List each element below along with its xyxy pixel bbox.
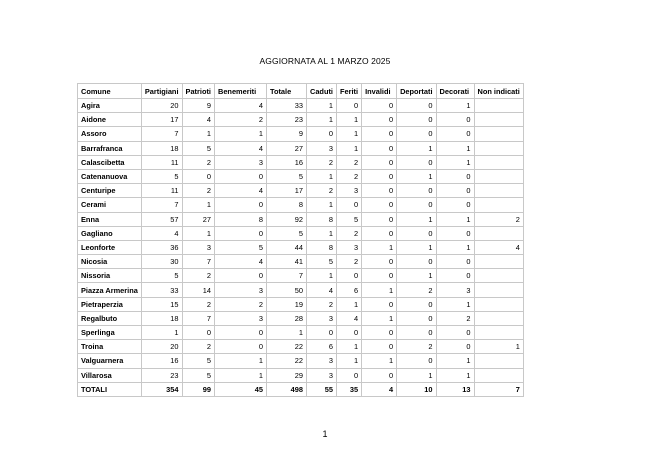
value-cell: 7 (182, 311, 214, 325)
value-cell: 1 (436, 368, 474, 382)
value-cell: 3 (336, 240, 361, 254)
value-cell: 57 (141, 212, 182, 226)
value-cell: 55 (306, 382, 336, 396)
value-cell: 0 (306, 127, 336, 141)
value-cell (474, 198, 523, 212)
value-cell: 7 (474, 382, 523, 396)
value-cell: 0 (436, 226, 474, 240)
value-cell: 5 (214, 240, 266, 254)
table-row (78, 212, 524, 226)
value-cell: 18 (141, 141, 182, 155)
value-cell: 0 (436, 169, 474, 183)
value-cell: 0 (397, 354, 436, 368)
value-cell: 0 (397, 99, 436, 113)
value-cell: 9 (266, 127, 306, 141)
comune-cell: Villarosa (78, 368, 142, 382)
value-cell: 2 (474, 212, 523, 226)
value-cell: 1 (141, 326, 182, 340)
column-header: Benemeriti (214, 84, 266, 99)
column-header: Non indicati (474, 84, 523, 99)
column-header: Totale (266, 84, 306, 99)
value-cell: 0 (362, 127, 397, 141)
value-cell: 0 (336, 326, 361, 340)
value-cell: 498 (266, 382, 306, 396)
value-cell: 11 (141, 155, 182, 169)
value-cell: 7 (141, 127, 182, 141)
value-cell: 4 (214, 99, 266, 113)
value-cell: 5 (182, 368, 214, 382)
value-cell: 1 (336, 340, 361, 354)
value-cell: 33 (266, 99, 306, 113)
value-cell: 11 (141, 184, 182, 198)
value-cell: 0 (362, 184, 397, 198)
value-cell: 44 (266, 240, 306, 254)
value-cell: 1 (474, 340, 523, 354)
value-cell: 0 (397, 198, 436, 212)
value-cell: 1 (397, 240, 436, 254)
value-cell: 2 (182, 340, 214, 354)
value-cell: 0 (214, 269, 266, 283)
value-cell: 4 (474, 240, 523, 254)
value-cell: 1 (214, 368, 266, 382)
value-cell (474, 99, 523, 113)
comune-cell: Aidone (78, 113, 142, 127)
value-cell: 9 (182, 99, 214, 113)
table-row (78, 354, 524, 368)
value-cell: 50 (266, 283, 306, 297)
value-cell: 1 (362, 354, 397, 368)
value-cell: 30 (141, 255, 182, 269)
value-cell: 0 (362, 169, 397, 183)
value-cell: 4 (362, 382, 397, 396)
value-cell: 0 (362, 141, 397, 155)
value-cell: 0 (362, 326, 397, 340)
value-cell: 4 (214, 184, 266, 198)
value-cell: 4 (336, 311, 361, 325)
value-cell: 7 (266, 269, 306, 283)
value-cell: 3 (306, 368, 336, 382)
value-cell: 2 (306, 297, 336, 311)
value-cell: 5 (182, 354, 214, 368)
value-cell: 2 (182, 297, 214, 311)
column-header: Patrioti (182, 84, 214, 99)
table-row (78, 311, 524, 325)
value-cell: 1 (436, 99, 474, 113)
value-cell: 1 (214, 127, 266, 141)
value-cell: 0 (436, 113, 474, 127)
value-cell: 0 (397, 255, 436, 269)
value-cell: 0 (336, 368, 361, 382)
value-cell: 1 (336, 113, 361, 127)
value-cell: 35 (336, 382, 361, 396)
comune-cell: Cerami (78, 198, 142, 212)
value-cell: 45 (214, 382, 266, 396)
value-cell: 1 (336, 297, 361, 311)
value-cell: 8 (266, 198, 306, 212)
value-cell (474, 354, 523, 368)
value-cell: 1 (306, 198, 336, 212)
value-cell (474, 283, 523, 297)
value-cell: 6 (306, 340, 336, 354)
value-cell: 0 (397, 127, 436, 141)
column-header: Caduti (306, 84, 336, 99)
value-cell: 0 (362, 340, 397, 354)
comune-cell: Enna (78, 212, 142, 226)
value-cell: 0 (362, 368, 397, 382)
table-row (78, 283, 524, 297)
value-cell: 0 (182, 326, 214, 340)
table-row (78, 99, 524, 113)
value-cell: 10 (397, 382, 436, 396)
value-cell: 0 (214, 226, 266, 240)
value-cell: 4 (306, 283, 336, 297)
value-cell: 92 (266, 212, 306, 226)
value-cell: 2 (214, 297, 266, 311)
page-title: AGGIORNATA AL 1 MARZO 2025 (259, 56, 391, 66)
comune-cell: Agira (78, 99, 142, 113)
value-cell: 33 (141, 283, 182, 297)
value-cell: 27 (266, 141, 306, 155)
value-cell: 5 (266, 226, 306, 240)
value-cell: 3 (214, 155, 266, 169)
value-cell (474, 297, 523, 311)
comune-cell: Barrafranca (78, 141, 142, 155)
value-cell: 2 (214, 113, 266, 127)
column-header: Deportati (397, 84, 436, 99)
column-header: Partigiani (141, 84, 182, 99)
comune-cell: Nissoria (78, 269, 142, 283)
value-cell: 2 (306, 155, 336, 169)
value-cell (474, 269, 523, 283)
value-cell: 1 (436, 354, 474, 368)
comune-cell: Sperlinga (78, 326, 142, 340)
table-row (78, 240, 524, 254)
value-cell: 0 (336, 99, 361, 113)
comune-cell: Piazza Armerina (78, 283, 142, 297)
value-cell: 1 (397, 269, 436, 283)
value-cell: 1 (436, 297, 474, 311)
value-cell: 15 (141, 297, 182, 311)
value-cell: 3 (214, 311, 266, 325)
value-cell: 0 (362, 255, 397, 269)
value-cell: 1 (436, 212, 474, 226)
value-cell: 4 (214, 141, 266, 155)
comune-cell: Pietraperzia (78, 297, 142, 311)
value-cell: 8 (306, 240, 336, 254)
comune-cell: Gagliano (78, 226, 142, 240)
data-table (77, 83, 524, 397)
value-cell: 0 (336, 198, 361, 212)
value-cell: 17 (266, 184, 306, 198)
value-cell: 0 (214, 340, 266, 354)
value-cell: 0 (306, 326, 336, 340)
value-cell: 41 (266, 255, 306, 269)
value-cell: 1 (397, 141, 436, 155)
value-cell: 3 (336, 184, 361, 198)
value-cell: 2 (397, 283, 436, 297)
value-cell: 0 (397, 326, 436, 340)
value-cell: 5 (306, 255, 336, 269)
value-cell: 5 (182, 141, 214, 155)
value-cell: 1 (306, 169, 336, 183)
value-cell: 1 (182, 198, 214, 212)
column-header: Comune (78, 84, 142, 99)
value-cell: 14 (182, 283, 214, 297)
value-cell: 2 (336, 155, 361, 169)
column-header: Feriti (336, 84, 361, 99)
value-cell: 5 (266, 169, 306, 183)
value-cell (474, 169, 523, 183)
comune-cell: Leonforte (78, 240, 142, 254)
value-cell: 36 (141, 240, 182, 254)
table-row (78, 141, 524, 155)
table-row (78, 269, 524, 283)
value-cell: 0 (436, 326, 474, 340)
value-cell: 0 (397, 155, 436, 169)
value-cell: 28 (266, 311, 306, 325)
value-cell: 0 (182, 169, 214, 183)
value-cell: 5 (141, 169, 182, 183)
value-cell: 0 (362, 212, 397, 226)
value-cell: 0 (336, 269, 361, 283)
page-number: 1 (322, 429, 328, 439)
value-cell: 0 (397, 311, 436, 325)
value-cell: 0 (436, 269, 474, 283)
value-cell: 17 (141, 113, 182, 127)
comune-cell: Catenanuova (78, 169, 142, 183)
value-cell (474, 255, 523, 269)
value-cell: 0 (362, 269, 397, 283)
value-cell: 2 (306, 184, 336, 198)
value-cell: 1 (362, 283, 397, 297)
table-row (78, 169, 524, 183)
table-row (78, 155, 524, 169)
value-cell: 3 (306, 311, 336, 325)
value-cell: 3 (182, 240, 214, 254)
comune-cell: Valguarnera (78, 354, 142, 368)
value-cell: 1 (214, 354, 266, 368)
value-cell: 2 (336, 255, 361, 269)
table-row (78, 198, 524, 212)
value-cell (474, 127, 523, 141)
value-cell: 3 (306, 354, 336, 368)
totals-row (78, 382, 524, 396)
comune-cell: Regalbuto (78, 311, 142, 325)
value-cell: 2 (182, 155, 214, 169)
value-cell: 1 (336, 141, 361, 155)
value-cell: 8 (214, 212, 266, 226)
comune-cell: Assoro (78, 127, 142, 141)
value-cell: 6 (336, 283, 361, 297)
value-cell: 0 (362, 99, 397, 113)
value-cell: 2 (182, 269, 214, 283)
value-cell: 16 (141, 354, 182, 368)
table-row (78, 255, 524, 269)
value-cell: 1 (436, 155, 474, 169)
value-cell: 1 (266, 326, 306, 340)
value-cell: 2 (336, 169, 361, 183)
table-row (78, 127, 524, 141)
table-row (78, 184, 524, 198)
value-cell: 0 (214, 326, 266, 340)
value-cell: 1 (306, 99, 336, 113)
value-cell: 20 (141, 340, 182, 354)
table-row (78, 113, 524, 127)
value-cell: 0 (362, 113, 397, 127)
value-cell: 5 (141, 269, 182, 283)
value-cell: 1 (397, 212, 436, 226)
value-cell: 0 (397, 184, 436, 198)
value-cell: 27 (182, 212, 214, 226)
value-cell: 1 (182, 226, 214, 240)
value-cell: 1 (336, 354, 361, 368)
value-cell: 4 (214, 255, 266, 269)
value-cell: 0 (362, 297, 397, 311)
value-cell: 1 (362, 311, 397, 325)
table-row (78, 368, 524, 382)
value-cell: 3 (306, 141, 336, 155)
value-cell: 13 (436, 382, 474, 396)
value-cell: 0 (362, 198, 397, 212)
value-cell: 4 (182, 113, 214, 127)
value-cell: 1 (336, 127, 361, 141)
value-cell: 4 (141, 226, 182, 240)
value-cell: 1 (182, 127, 214, 141)
value-cell: 2 (436, 311, 474, 325)
value-cell: 18 (141, 311, 182, 325)
value-cell: 1 (436, 141, 474, 155)
comune-cell: Centuripe (78, 184, 142, 198)
value-cell: 0 (214, 169, 266, 183)
value-cell: 0 (397, 113, 436, 127)
value-cell: 0 (436, 198, 474, 212)
value-cell: 22 (266, 354, 306, 368)
value-cell: 8 (306, 212, 336, 226)
value-cell: 20 (141, 99, 182, 113)
value-cell: 0 (397, 297, 436, 311)
table-body (78, 99, 524, 397)
value-cell: 0 (436, 184, 474, 198)
value-cell: 1 (436, 240, 474, 254)
comune-cell: Nicosia (78, 255, 142, 269)
value-cell: 2 (182, 184, 214, 198)
value-cell (474, 141, 523, 155)
table-row (78, 340, 524, 354)
value-cell: 0 (362, 155, 397, 169)
value-cell: 0 (362, 226, 397, 240)
value-cell: 0 (214, 198, 266, 212)
value-cell (474, 326, 523, 340)
column-header: Decorati (436, 84, 474, 99)
table-row (78, 226, 524, 240)
table-row (78, 326, 524, 340)
value-cell: 5 (336, 212, 361, 226)
column-header: Invalidi (362, 84, 397, 99)
value-cell: 1 (397, 368, 436, 382)
comune-cell: Calascibetta (78, 155, 142, 169)
value-cell: 23 (141, 368, 182, 382)
value-cell: 29 (266, 368, 306, 382)
value-cell (474, 311, 523, 325)
table-row (78, 297, 524, 311)
value-cell: 0 (436, 340, 474, 354)
value-cell: 3 (436, 283, 474, 297)
value-cell: 354 (141, 382, 182, 396)
value-cell: 19 (266, 297, 306, 311)
value-cell: 1 (306, 226, 336, 240)
value-cell: 1 (362, 240, 397, 254)
value-cell: 1 (306, 113, 336, 127)
value-cell: 0 (397, 226, 436, 240)
value-cell: 99 (182, 382, 214, 396)
table-header-row (78, 84, 524, 99)
value-cell (474, 184, 523, 198)
value-cell: 7 (141, 198, 182, 212)
value-cell: 16 (266, 155, 306, 169)
value-cell: 2 (336, 226, 361, 240)
value-cell: 2 (397, 340, 436, 354)
value-cell: 1 (397, 169, 436, 183)
value-cell (474, 113, 523, 127)
value-cell (474, 368, 523, 382)
comune-cell: TOTALI (78, 382, 142, 396)
value-cell (474, 155, 523, 169)
value-cell: 7 (182, 255, 214, 269)
value-cell: 23 (266, 113, 306, 127)
value-cell: 1 (306, 269, 336, 283)
value-cell (474, 226, 523, 240)
value-cell: 0 (436, 127, 474, 141)
value-cell: 3 (214, 283, 266, 297)
value-cell: 0 (436, 255, 474, 269)
comune-cell: Troina (78, 340, 142, 354)
value-cell: 22 (266, 340, 306, 354)
